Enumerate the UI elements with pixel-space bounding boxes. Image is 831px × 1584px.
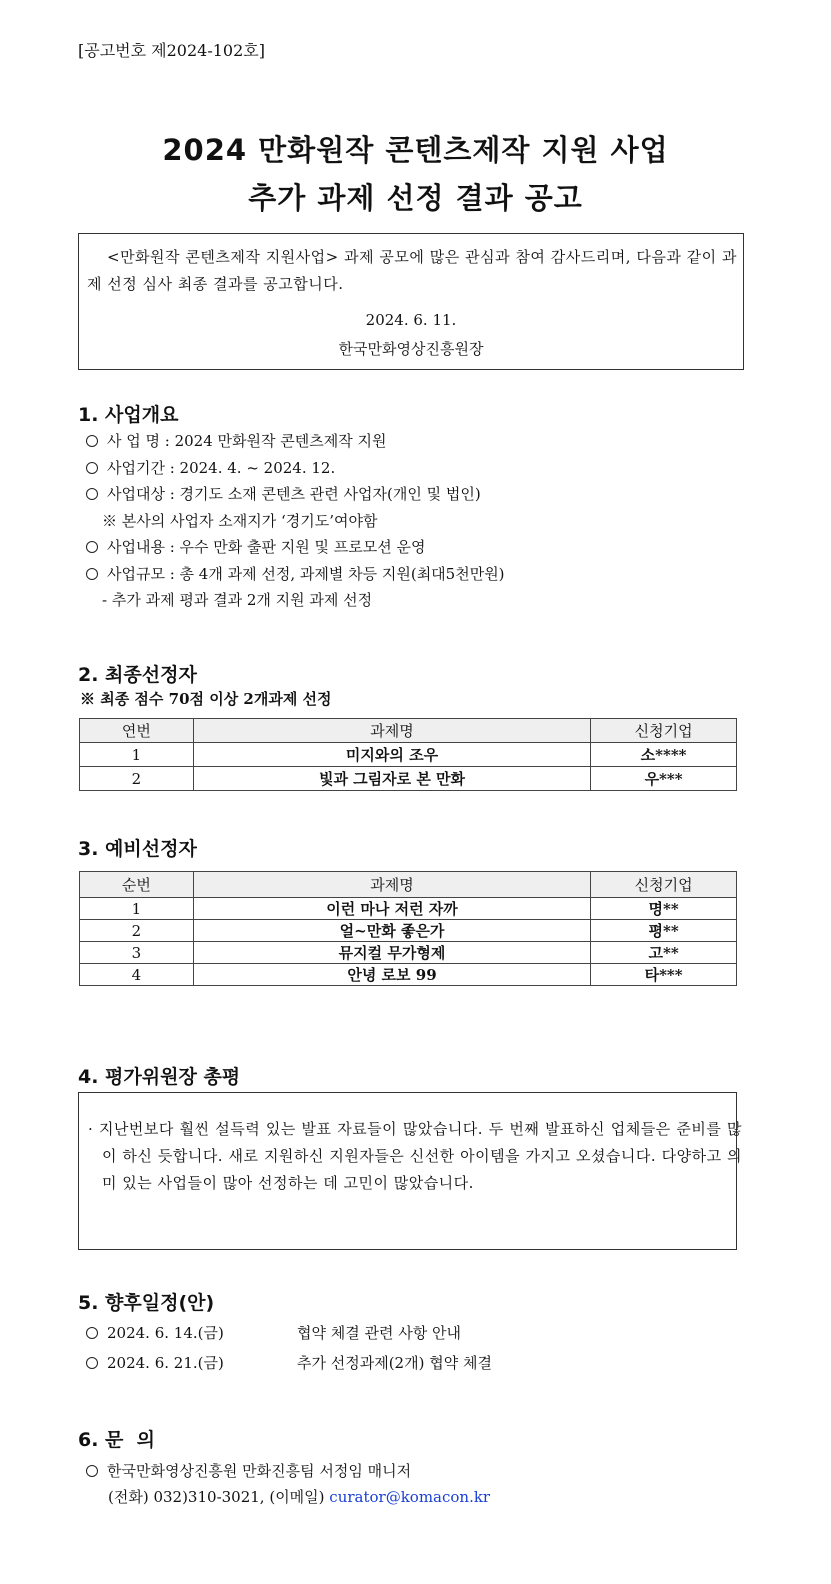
circle-bullet-icon (86, 1327, 98, 1339)
table-row: 3 뮤지컬 무가형제 고** (80, 942, 737, 964)
circle-bullet-icon (86, 488, 98, 500)
circle-bullet-icon (86, 435, 98, 447)
contact-line: 한국만화영상진흥원 만화진흥팀 서정임 매니저 (86, 1460, 411, 1481)
review-text: · 지난번보다 훨씬 설득력 있는 발표 자료들이 많았습니다. 두 번째 발표하신 업체들은 준비를 많이 하신 듯합니다. 새로 지원하신 지원자들은 신선한 아이템을 가지고 오셨습니다. 다양하고 의미 있는 사업들이 많아 선정하는 데 고민이 많았습니다. (88, 1120, 742, 1192)
overview-item: 사 업 명 : 2024 만화원작 콘텐츠제작 지원 (86, 430, 386, 451)
table-row: 1 이런 마나 저런 자까 명** (80, 898, 737, 920)
table-header: 신청기업 (591, 719, 737, 743)
circle-bullet-icon (86, 1465, 98, 1477)
circle-bullet-icon (86, 568, 98, 580)
page-title-line1: 2024 만화원작 콘텐츠제작 지원 사업 (162, 133, 669, 167)
circle-bullet-icon (86, 1357, 98, 1369)
section2-heading: 2. 최종선정자 (78, 664, 197, 686)
intro-box (78, 233, 744, 370)
table-header: 신청기업 (591, 872, 737, 898)
section3-heading: 3. 예비선정자 (78, 838, 197, 860)
table-header: 과제명 (193, 872, 590, 898)
contact-detail: (전화) 032)310-3021, (이메일) curator@komacon.kr (108, 1488, 491, 1506)
final-selection-table (79, 718, 737, 791)
review-box (78, 1092, 742, 1250)
section1-heading: 1. 사업개요 (78, 404, 179, 426)
table-row: 2 빛과 그림자로 본 만화 우*** (80, 767, 737, 791)
section2-note: ※ 최종 점수 70점 이상 2개과제 선정 (80, 690, 332, 708)
overview-note: ※ 본사의 사업자 소재지가 ‘경기도’여야함 (102, 512, 378, 530)
section5-heading: 5. 향후일정(안) (78, 1292, 215, 1314)
circle-bullet-icon (86, 541, 98, 553)
overview-item: 사업기간 : 2024. 4. ~ 2024. 12. (86, 457, 335, 478)
overview-sub: - 추가 과제 평과 결과 2개 지원 과제 선정 (102, 591, 373, 609)
table-header: 순번 (80, 872, 194, 898)
table-header: 연번 (80, 719, 194, 743)
overview-item: 사업내용 : 우수 만화 출판 지원 및 프로모션 운영 (86, 536, 426, 557)
section6-heading: 6. 문 의 (78, 1429, 155, 1451)
notice-number: [공고번호 제2024-102호] (78, 41, 265, 60)
page-title-line2: 추가 과제 선정 결과 공고 (248, 181, 583, 215)
intro-text: <만화원작 콘텐츠제작 지원사업> 과제 공모에 많은 관심과 참여 감사드리며, 다음과 같이 과제 선정 심사 최종 결과를 공고합니다. (87, 248, 737, 293)
intro-date: 2024. 6. 11. (365, 311, 457, 329)
table-header: 과제명 (193, 719, 590, 743)
table-row: 1 미지와의 조우 소**** (80, 743, 737, 767)
schedule-item: 2024. 6. 21.(금) 추가 선정과제(2개) 협약 체결 (86, 1352, 492, 1373)
circle-bullet-icon (86, 462, 98, 474)
overview-item: 사업대상 : 경기도 소재 콘텐츠 관련 사업자(개인 및 법인) (86, 483, 481, 504)
schedule-item: 2024. 6. 14.(금) 협약 체결 관련 사항 안내 (86, 1322, 461, 1343)
table-row: 2 얼~만화 좋은가 평** (80, 920, 737, 942)
table-row: 4 안녕 로보 99 타*** (80, 964, 737, 986)
intro-org: 한국만화영상진흥원장 (338, 340, 484, 358)
overview-item: 사업규모 : 총 4개 과제 선정, 과제별 차등 지원(최대5천만원) (86, 563, 505, 584)
email-link[interactable]: curator@komacon.kr (329, 1488, 491, 1506)
reserve-selection-table (79, 871, 737, 986)
section4-heading: 4. 평가위원장 총평 (78, 1066, 241, 1088)
